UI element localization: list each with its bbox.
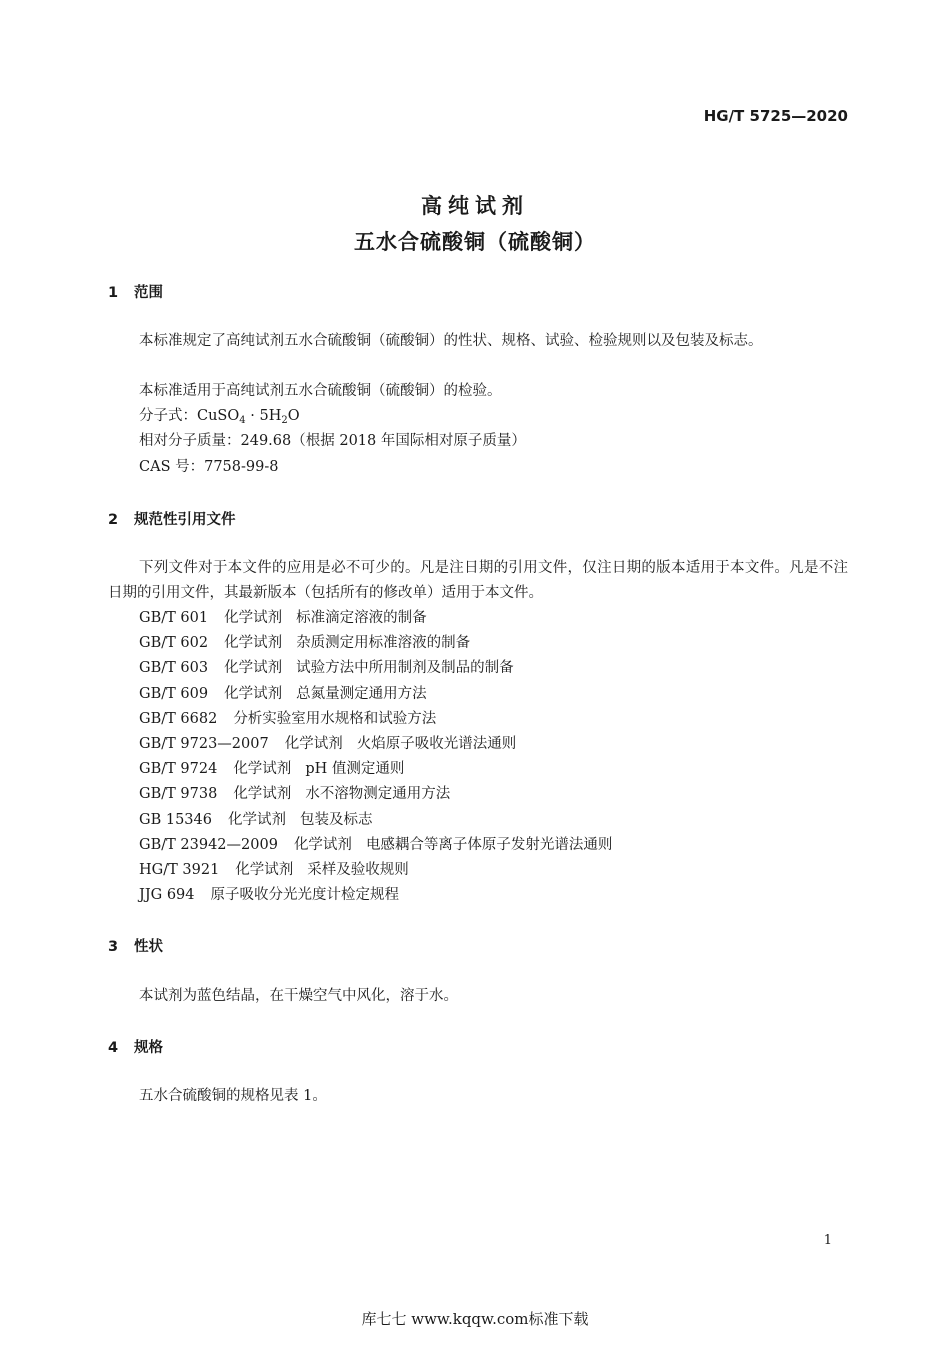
- standard-code: HG/T 5725—2020: [703, 107, 848, 125]
- scope-applicability: 本标准适用于高纯试剂五水合硫酸铜（硫酸铜）的检验。: [139, 383, 502, 399]
- reference-code: GB/T 602: [139, 635, 209, 652]
- reference-item: [139, 606, 612, 631]
- references-intro: 下列文件对于本文件的应用是必不可少的。凡是注日期的引用文件，仅注日期的版本适用于本文件。凡是不注日期的引用文件，其最新版本（包括所有的修改单）适用于本文件。: [108, 560, 848, 601]
- cas-number: CAS 号：7758-99-8: [139, 459, 279, 475]
- section-heading-specifications: [108, 1036, 163, 1057]
- reference-title: 分析实验室用水规格和试验方法: [233, 710, 437, 727]
- reference-list: [139, 606, 612, 908]
- reference-category: 化学试剂: [224, 685, 283, 702]
- reference-item: [139, 757, 612, 782]
- section-title: 规格: [134, 1040, 163, 1056]
- reference-code: GB 15346: [139, 811, 212, 828]
- reference-title: 电感耦合等离子体原子发射光谱法通则: [365, 836, 613, 853]
- formula-subscript: 4: [239, 415, 246, 426]
- formula-label: 分子式：: [139, 408, 197, 424]
- reference-title: 标准滴定溶液的制备: [296, 610, 427, 626]
- reference-code: GB/T 601: [139, 610, 209, 626]
- reference-title: 杂质测定用标准溶液的制备: [296, 635, 471, 652]
- reference-category: 化学试剂: [233, 786, 292, 803]
- section-title: 规范性引用文件: [134, 512, 236, 528]
- reference-title: 包装及标志: [299, 811, 373, 828]
- formula-part: CuSO: [197, 408, 240, 424]
- section-title: 范围: [134, 285, 163, 301]
- reference-category: 化学试剂: [227, 811, 286, 828]
- reference-item: [139, 656, 612, 681]
- watermark-text: 库七七 www.kqqw.com标准下载: [361, 1310, 589, 1328]
- section-heading-scope: [108, 281, 163, 302]
- document-title-line1: 高纯试剂: [421, 194, 529, 218]
- reference-item: [139, 782, 612, 807]
- reference-item: [139, 707, 612, 732]
- reference-title: 原子吸收分光光度计检定规程: [210, 887, 399, 904]
- scope-paragraph: 本标准规定了高纯试剂五水合硫酸铜（硫酸铜）的性状、规格、试验、检验规则以及包装及标志。: [139, 333, 763, 349]
- reference-category: 化学试剂: [224, 660, 283, 677]
- reference-title: 火焰原子吸收光谱法通则: [356, 736, 517, 753]
- reference-code: GB/T 23942—2009: [139, 836, 278, 853]
- reference-code: GB/T 9724: [139, 761, 218, 778]
- reference-item: [139, 883, 612, 908]
- reference-title: pH 值测定通则: [305, 761, 405, 778]
- reference-item: [139, 732, 612, 757]
- section-heading-properties: [108, 935, 163, 956]
- reference-code: GB/T 609: [139, 685, 209, 702]
- reference-title: 试验方法中所用制剂及制品的制备: [296, 660, 514, 677]
- page-number: 1: [823, 1233, 832, 1248]
- reference-code: GB/T 9723—2007: [139, 736, 269, 753]
- properties-paragraph: 本试剂为蓝色结晶，在干燥空气中风化，溶于水。: [139, 988, 458, 1004]
- reference-item: [139, 631, 612, 656]
- reference-item: [139, 858, 612, 883]
- reference-title: 水不溶物测定通用方法: [305, 786, 451, 803]
- reference-item: [139, 808, 612, 833]
- reference-title: 采样及验收规则: [307, 862, 409, 879]
- reference-code: GB/T 9738: [139, 786, 218, 803]
- reference-category: 化学试剂: [224, 635, 283, 652]
- formula-subscript: 2: [281, 415, 288, 426]
- molecular-mass: 相对分子质量：249.68（根据 2018 年国际相对原子质量）: [139, 433, 526, 449]
- formula-part: · 5H: [245, 408, 282, 424]
- section-title: 性状: [134, 939, 163, 955]
- reference-category: 化学试剂: [293, 836, 352, 853]
- reference-category: 化学试剂: [233, 761, 292, 778]
- formula-part: O: [287, 408, 300, 424]
- section-number: 3: [108, 939, 119, 955]
- reference-category: 化学试剂: [224, 610, 283, 626]
- reference-item: [139, 682, 612, 707]
- reference-code: GB/T 6682: [139, 710, 218, 727]
- section-number: 1: [108, 285, 119, 301]
- reference-code: HG/T 3921: [139, 862, 220, 879]
- reference-title: 总氮量测定通用方法: [296, 685, 427, 702]
- section-heading-normative-references: [108, 508, 236, 529]
- reference-item: [139, 833, 612, 858]
- section-number: 2: [108, 512, 119, 528]
- document-title-line2: 五水合硫酸铜（硫酸铜）: [354, 230, 596, 254]
- reference-code: GB/T 603: [139, 660, 209, 677]
- specifications-paragraph: 五水合硫酸铜的规格见表 1。: [139, 1088, 327, 1104]
- section-number: 4: [108, 1040, 119, 1056]
- reference-category: 化学试剂: [235, 862, 294, 879]
- reference-category: 化学试剂: [284, 736, 343, 753]
- reference-code: JJG 694: [139, 887, 195, 904]
